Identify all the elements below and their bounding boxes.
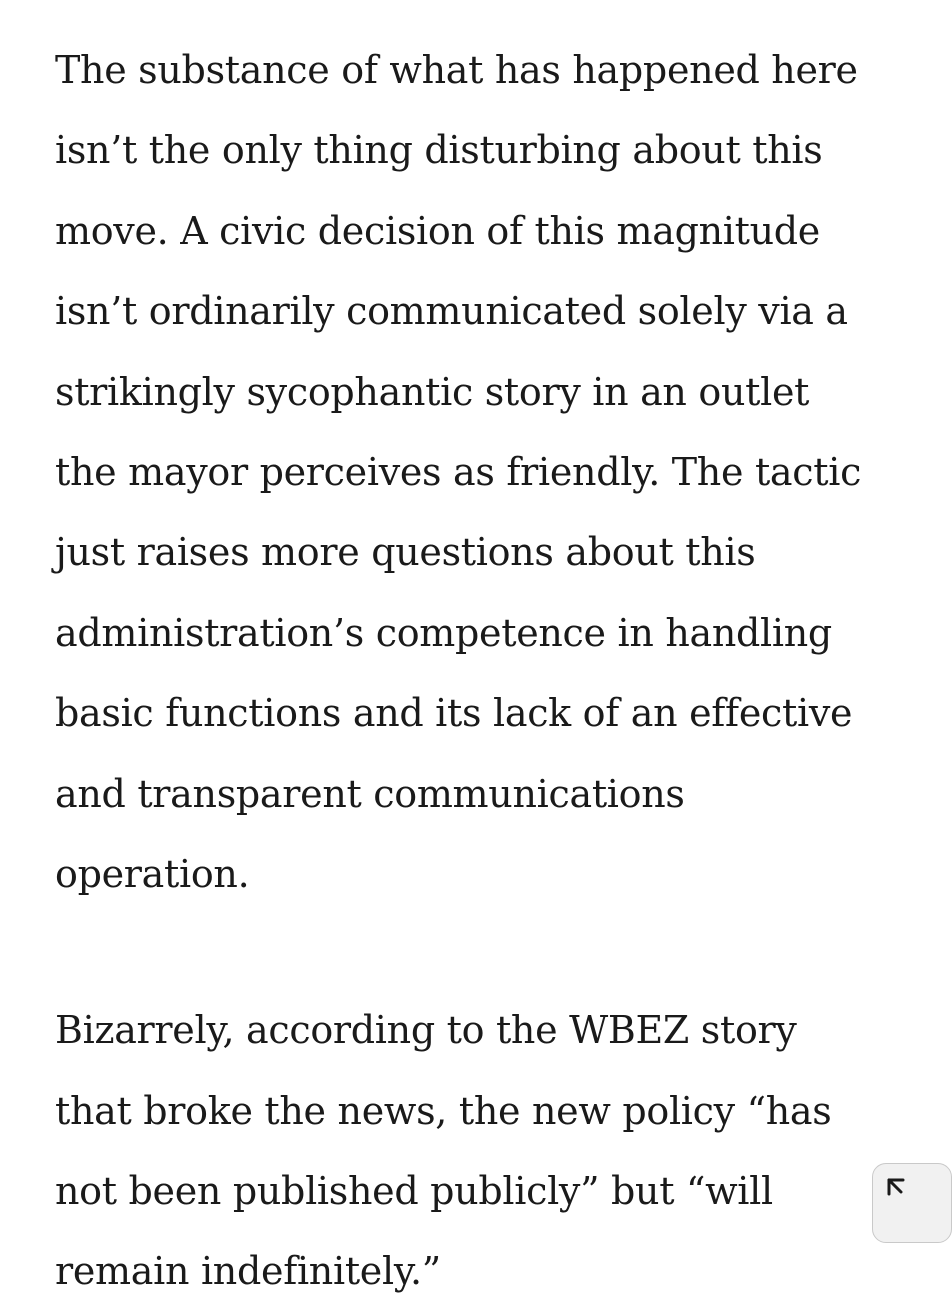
paragraph-line: the mayor perceives as friendly. The tactic [55,449,862,494]
paragraph-spacer [55,914,915,990]
paragraph-line: move. A civic decision of this magnitude [55,208,820,253]
paragraph-line: basic functions and its lack of an effective [55,691,853,736]
paragraph-line: The substance of what has happened here [55,48,858,92]
paragraph-line: isn’t ordinarily communicated solely via a [55,289,848,334]
article-body [55,30,915,1312]
paragraph-line: and transparent communications [55,771,685,816]
paragraph-line: that broke the news, the new policy “has [55,1088,832,1133]
article-paragraph-1 [55,30,915,914]
paragraph-line: remain indefinitely.” [55,1249,441,1294]
paragraph-line: operation. [55,851,250,896]
paragraph-line: not been published publicly” but “will [55,1169,773,1214]
paragraph-line: Bizarrely, according to the WBEZ story [55,1008,797,1053]
paragraph-line: isn’t the only thing disturbing about this [55,128,823,173]
expand-button[interactable] [872,1163,952,1243]
paragraph-line: just raises more questions about this [55,530,756,575]
paragraph-line: strikingly sycophantic story in an outlet [55,369,810,414]
expand-icon [885,1176,925,1216]
paragraph-line: administration’s competence in handling [55,610,832,655]
article-paragraph-2 [55,990,915,1312]
